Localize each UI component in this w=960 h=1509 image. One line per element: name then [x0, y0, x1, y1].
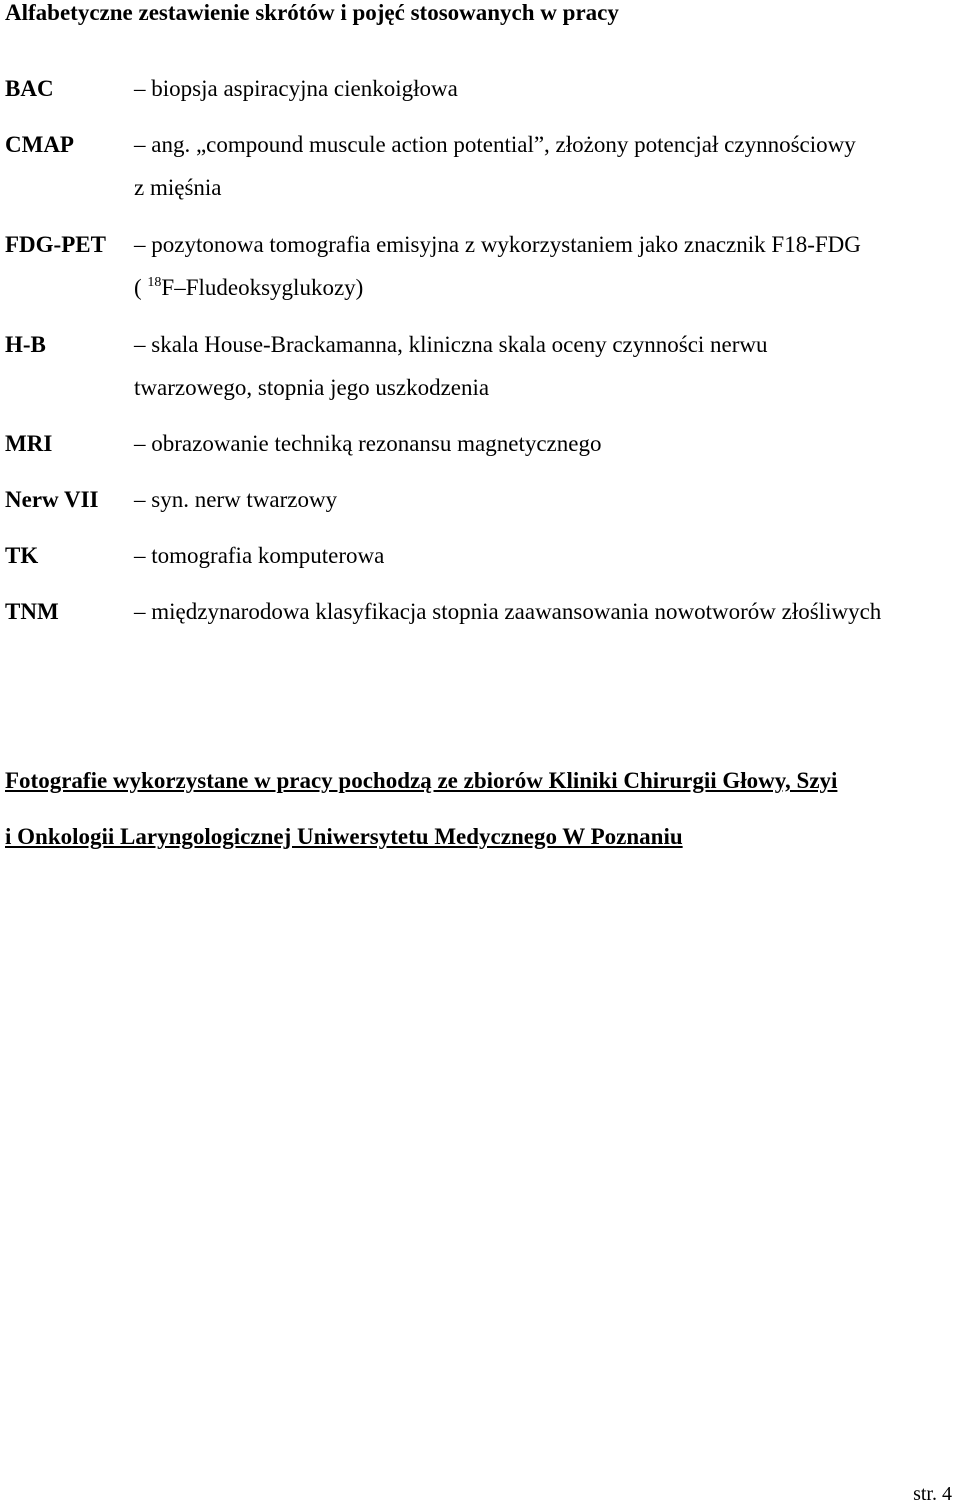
abbreviation-definition: – biopsja aspiracyjna cienkoigłowa [134, 76, 458, 101]
abbreviation-definition-continued: z mięśnia [134, 175, 222, 200]
page-number: str. 4 [913, 1483, 952, 1505]
abbreviation-definition: – pozytonowa tomografia emisyjna z wykorzystaniem jako znacznik F18-FDG [134, 232, 861, 257]
abbreviation-definition: – skala House-Brackamanna, kliniczna skala oceny czynności nerwu [134, 332, 768, 357]
abbreviation-term: Nerw VII [5, 487, 99, 512]
abbreviation-definition: – tomografia komputerowa [134, 543, 385, 568]
photo-source-note: Fotografie wykorzystane w pracy pochodzą ze zbiorów Kliniki Chirurgii Głowy, Szyi [5, 768, 838, 793]
abbreviation-definition-continued [134, 275, 363, 301]
abbreviation-definition: – obrazowanie techniką rezonansu magnetycznego [134, 431, 602, 456]
isotope-name: F–Fludeoksyglukozy) [161, 275, 364, 300]
abbreviation-term: MRI [5, 431, 53, 456]
abbreviation-term: CMAP [5, 132, 74, 157]
photo-source-note-continued: i Onkologii Laryngologicznej Uniwersytetu Medycznego W Poznaniu [5, 824, 683, 849]
abbreviation-term: BAC [5, 76, 54, 101]
abbreviation-term: FDG-PET [5, 232, 106, 257]
abbreviation-definition: – ang. „compound muscule action potential”, złożony potencjał czynnościowy [134, 132, 856, 157]
abbreviation-definition-continued: twarzowego, stopnia jego uszkodzenia [134, 375, 490, 400]
abbreviation-term: TNM [5, 599, 59, 624]
abbreviation-definition: – międzynarodowa klasyfikacja stopnia zaawansowania nowotworów złośliwych [134, 599, 882, 624]
page-heading: Alfabetyczne zestawienie skrótów i pojęć stosowanych w pracy [5, 0, 619, 25]
abbreviation-definition: – syn. nerw twarzowy [134, 487, 338, 512]
isotope-superscript: 18 [147, 275, 162, 290]
abbreviation-term: H-B [5, 332, 46, 357]
paren-open: ( [134, 275, 142, 300]
abbreviation-term: TK [5, 543, 39, 568]
